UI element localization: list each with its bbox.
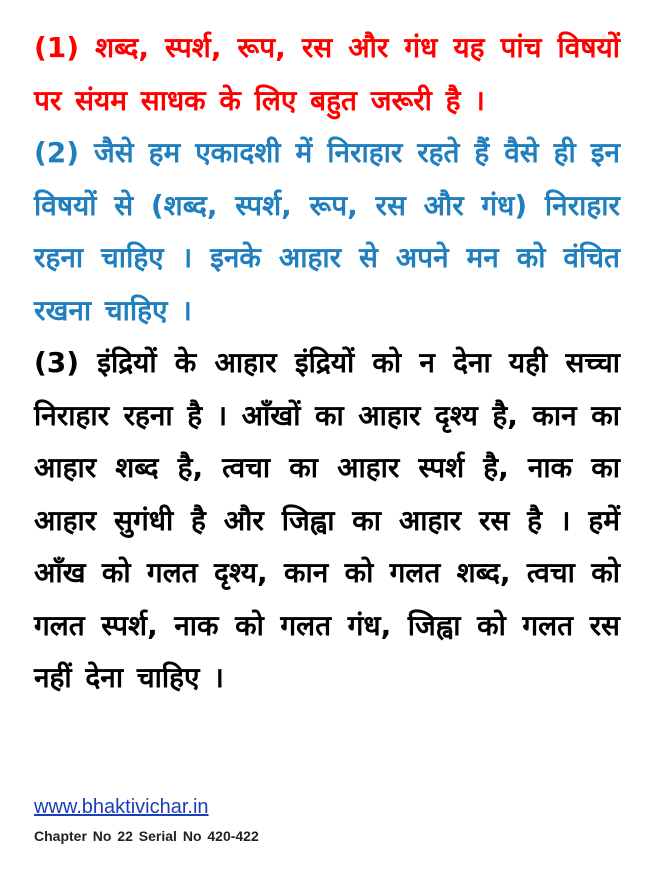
paragraph-2: (2) जैसे हम एकादशी में निराहार रहते हैं वैसे ही इन विषयों से (शब्द, स्पर्श, रूप, रस और गंध) निराहार रहना चाहिए । इनके आहार से अपने मन को वंचित रखना चाहिए । <box>34 136 620 327</box>
website-link[interactable]: www.bhaktivichar.in <box>34 796 209 818</box>
paragraph-1: (1) शब्द, स्पर्श, रूप, रस और गंध यह पांच विषयों पर संयम साधक के लिए बहुत जरूरी है । <box>34 31 620 117</box>
paragraph-3: (3) इंद्रियों के आहार इंद्रियों को न देना यही सच्चा निराहार रहना है । आँखों का आहार दृश्य है, कान का आहार शब्द है, त्वचा का आहार स्पर्श है, नाक का आहार सुगंधी है और जिह्वा का आहार रस है । हमें आँख को गलत दृश्य, कान को गलत शब्द, त्वचा को गलत स्पर्श, नाक को गलत गंध, जिह्वा को गलत रस नहीं देना चाहिए । <box>34 346 620 694</box>
document-body <box>34 22 620 705</box>
chapter-info: Chapter No 22 Serial No 420-422 <box>34 828 259 844</box>
